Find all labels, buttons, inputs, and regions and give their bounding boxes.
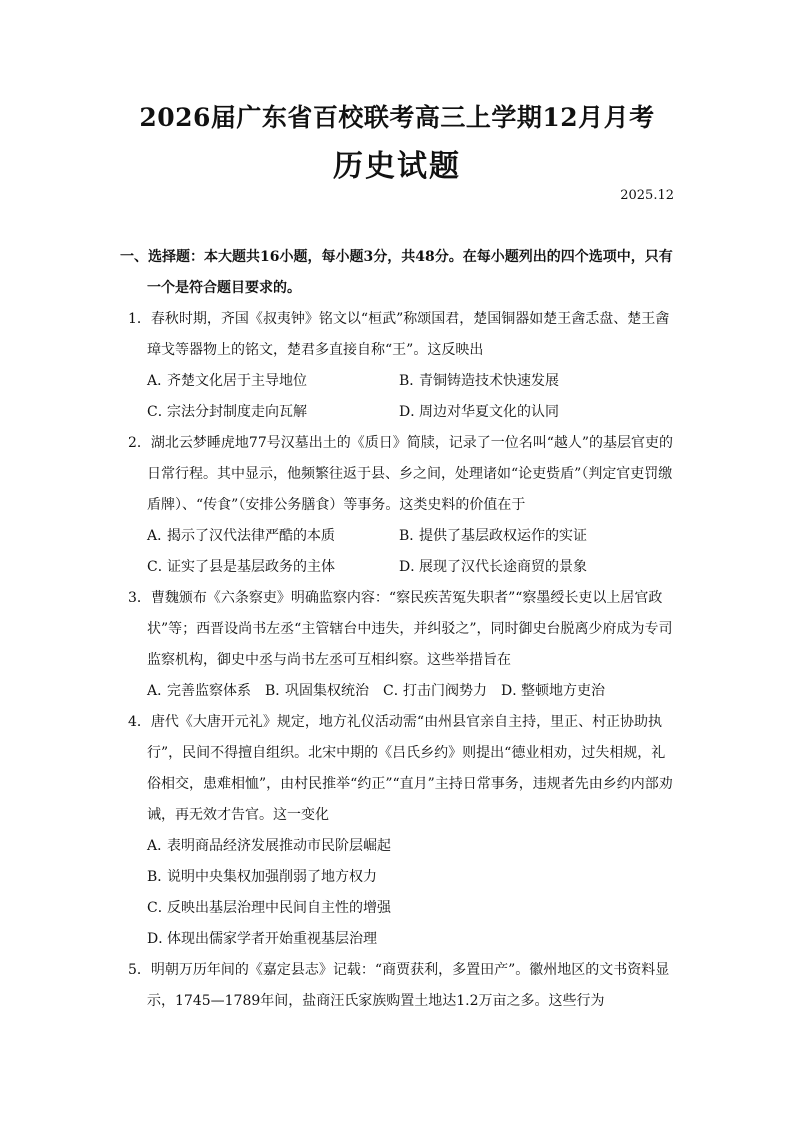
question-2-options-row-2 — [120, 552, 676, 583]
question-2-option-b: B．提供了基层政权运作的实证 — [399, 528, 587, 544]
exam-content — [120, 242, 676, 1017]
question-1-stem: 1．春秋时期，齐国《叔夷钟》铭文以“桓武”称颂国君，楚国铜器如楚王酓忎盘、楚王酓璋戈等器物上的铭文，楚君多直接自称“王”。这反映出 — [128, 311, 670, 358]
question-1-option-b: B．青铜铸造技术快速发展 — [399, 373, 559, 389]
question-4-option-c: C．反映出基层治理中民间自主性的增强 — [147, 900, 391, 916]
exam-title: 2026届广东省百校联考高三上学期12月月考 — [139, 103, 655, 132]
question-3-option-d: D．整顿地方吏治 — [501, 683, 605, 699]
exam-date: 2025.12 — [620, 188, 674, 203]
question-1-option-a: A．齐楚文化居于主导地位 — [147, 373, 307, 389]
question-1-options-row-1 — [120, 366, 676, 397]
question-3-option-a: A．完善监察体系 — [147, 683, 251, 699]
question-1-option-d: D．周边对华夏文化的认同 — [399, 404, 559, 420]
question-5-stem: 5．明朝万历年间的《嘉定县志》记载：“商贾获利，多置田产”。徽州地区的文书资料显示，1745—1789年间，盐商汪氏家族购置土地达1.2万亩之多。这些行为 — [128, 962, 670, 1009]
question-2-stem: 2．湖北云梦睡虎地77号汉墓出土的《质日》简牍，记录了一位名叫“越人”的基层官吏的日常行程。其中显示，他频繁往返于县、乡之间，处理诸如“论吏赀盾”（判定官吏罚缴盾牌）、“传食”（安排公务膳食）等事务。这类史料的价值在于 — [128, 435, 674, 513]
question-2-option-a: A．揭示了汉代法律严酷的本质 — [147, 528, 335, 544]
question-3-options-row — [120, 676, 676, 707]
exam-subject: 历史试题 — [333, 149, 461, 184]
question-2-option-c: C．证实了县是基层政务的主体 — [147, 559, 335, 575]
question-1-options-row-2 — [120, 397, 676, 428]
question-1-option-c: C．宗法分封制度走向瓦解 — [147, 404, 307, 420]
question-3-stem: 3．曹魏颁布《六条察吏》明确监察内容：“察民疾苦冤失职者”“察墨绶长吏以上居官政状”等；西晋设尚书左丞“主管辖台中违失，并纠驳之”，同时御史台脱离少府成为专司监察机构，御史中丞与尚书左丞可互相纠察。这些举措旨在 — [128, 590, 673, 668]
question-4-stem: 4．唐代《大唐开元礼》规定，地方礼仪活动需“由州县官亲自主持，里正、村正协助执行”，民间不得擅自组织。北宋中期的《吕氏乡约》则提出“德业相劝，过失相规，礼俗相交，患难相恤”，由村民推举“约正”“直月”主持日常事务，违规者先由乡约内部劝诫，再无效才告官。这一变化 — [128, 714, 673, 823]
question-4-option-a: A．表明商品经济发展推动市民阶层崛起 — [147, 838, 391, 854]
question-3-option-c: C．打击门阀势力 — [383, 683, 487, 699]
question-4-option-d: D．体现出儒家学者开始重视基层治理 — [147, 931, 377, 947]
question-2-option-d: D．展现了汉代长途商贸的景象 — [399, 559, 587, 575]
question-3-option-b: B．巩固集权统治 — [265, 683, 369, 699]
question-2-options-row-1 — [120, 521, 676, 552]
question-4-option-b: B．说明中央集权加强削弱了地方权力 — [147, 869, 377, 885]
section-heading: 一、选择题：本大题共16小题，每小题3分，共48分。在每小题列出的四个选项中，只有一个是符合题目要求的。 — [120, 249, 673, 296]
